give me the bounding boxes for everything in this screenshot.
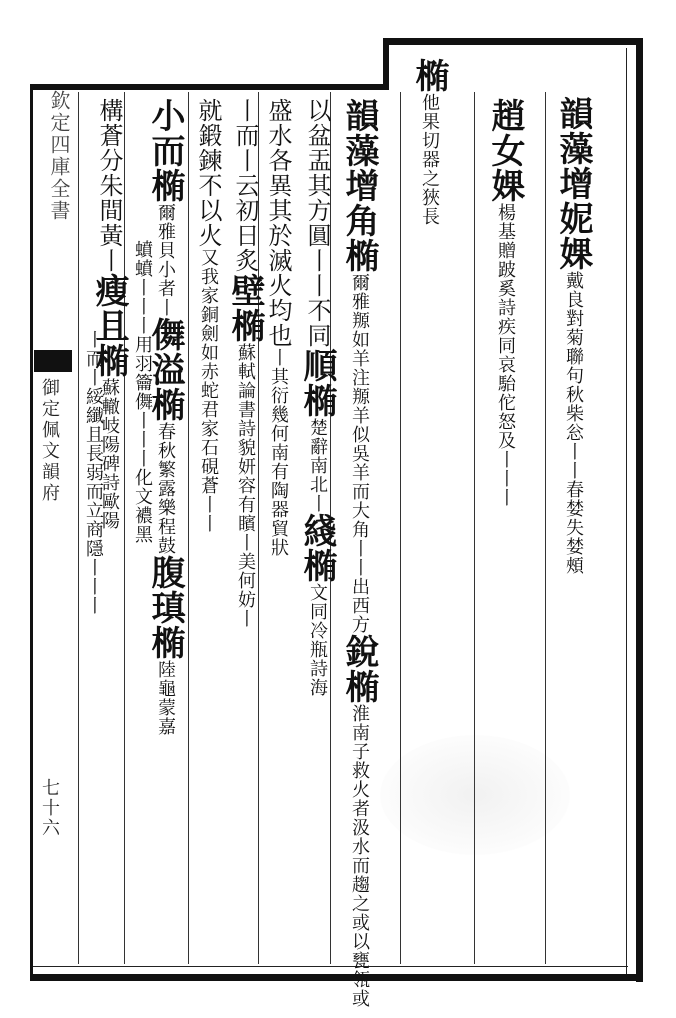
entry-heading: 瘦且椭 — [89, 273, 129, 378]
body-text: 盛水各異其於滅火均也 — [264, 98, 292, 348]
book-edge-text: 欽定四庫全書 — [47, 90, 71, 222]
body-text: 以盆盂其方圓丨丨不同 — [303, 98, 331, 348]
frame-bottom — [30, 974, 643, 981]
body-text: 丨而丨云初日炙 — [231, 98, 259, 273]
text-column — [84, 330, 102, 615]
entry-annotation: 蟦蟦丨丨丨 — [132, 240, 153, 335]
text-column — [553, 96, 593, 575]
body-text: 丨而丨綏纖且長 — [83, 330, 104, 463]
text-column — [196, 98, 220, 533]
entry-annotation: 南有陶器貿狀 — [268, 443, 289, 557]
entry-annotation: 蘇軾論書詩貌妍容有矉丨美何妨丨 — [235, 343, 256, 628]
entry-heading: 銳椭 — [339, 634, 379, 704]
entry-heading: 順椭 — [297, 348, 337, 418]
entry-annotation: 文同冷瓶詩海 — [307, 583, 328, 697]
column-divider — [78, 92, 79, 964]
book-title: 御定佩文韻府 — [39, 378, 60, 504]
entry-annotation: 楊基贈跛奚詩疾同哀駘佗怒及丨丨丨 — [495, 203, 516, 507]
entry-annotation: 用羽籥儛丨丨丨 — [132, 335, 153, 468]
frame-inner-right — [626, 48, 627, 974]
text-column — [225, 98, 265, 628]
text-column — [130, 240, 154, 544]
entry-annotation: 化文襛黑 — [132, 468, 153, 544]
entry-heading: 趙女婐 — [485, 98, 525, 203]
entry-heading: 腹瑱椭 — [145, 555, 185, 660]
text-column — [266, 98, 290, 557]
entry-annotation: 戴良對菊聯句秋柴忩丨丨春婪失婪頰 — [563, 271, 584, 575]
entry-heading: 韻藻增妮 — [553, 96, 593, 236]
entry-annotation: 爾雅羱如羊注羱羊似吳羊而大角丨丨出西方 — [349, 273, 370, 634]
entry-heading: 壁椭 — [225, 273, 265, 343]
frame-tab-edge — [383, 38, 389, 90]
body-text: 就鍛鍊不以火 — [194, 98, 222, 248]
column-divider — [188, 92, 189, 964]
rhyme-character: 椭 — [409, 58, 449, 93]
pronunciation-note: 他果切器之狹長 — [419, 93, 440, 226]
entry-annotation: 又我家銅劍如赤蛇君家石硯蒼丨丨 — [198, 248, 219, 533]
entry-annotation: 楚辭南北丨 — [307, 418, 328, 513]
page-number: 七十六 — [39, 778, 60, 838]
entry-annotation: 春秋繁露樂程鼓 — [155, 422, 176, 555]
body-text: 構蒼分朱間黃丨 — [95, 98, 123, 273]
frame-top-tab — [383, 38, 643, 45]
entry-annotation: 爾雅貝小者丨 — [155, 203, 176, 317]
entry-annotation: 丨其衍幾何 — [268, 348, 289, 443]
frame-right — [636, 38, 643, 982]
entry-annotation: 蘇轍岐陽碑詩歐陽 — [99, 378, 120, 530]
frame-top — [30, 84, 389, 90]
entry-heading: 儛溢椭 — [145, 317, 185, 422]
text-column — [409, 58, 449, 226]
text-column — [485, 98, 525, 507]
entry-heading: 小而椭 — [145, 98, 185, 203]
entry-heading: 韻藻增角椭 — [339, 98, 379, 273]
entry-annotation: 淮南子救火者汲水而趨之或以甕瓴或 — [349, 704, 370, 1008]
entry-annotation: 弱而立商隱丨丨丨 — [83, 463, 104, 615]
fish-tail-mark — [34, 350, 72, 372]
entry-heading: 綫椭 — [297, 513, 337, 583]
entry-heading: 婐 — [553, 236, 593, 271]
faded-seal-stamp — [380, 735, 570, 855]
text-column — [339, 98, 379, 1008]
text-column — [297, 98, 337, 697]
entry-annotation: 陸龜蒙嘉 — [155, 660, 176, 736]
frame-inner-bottom — [30, 966, 628, 967]
